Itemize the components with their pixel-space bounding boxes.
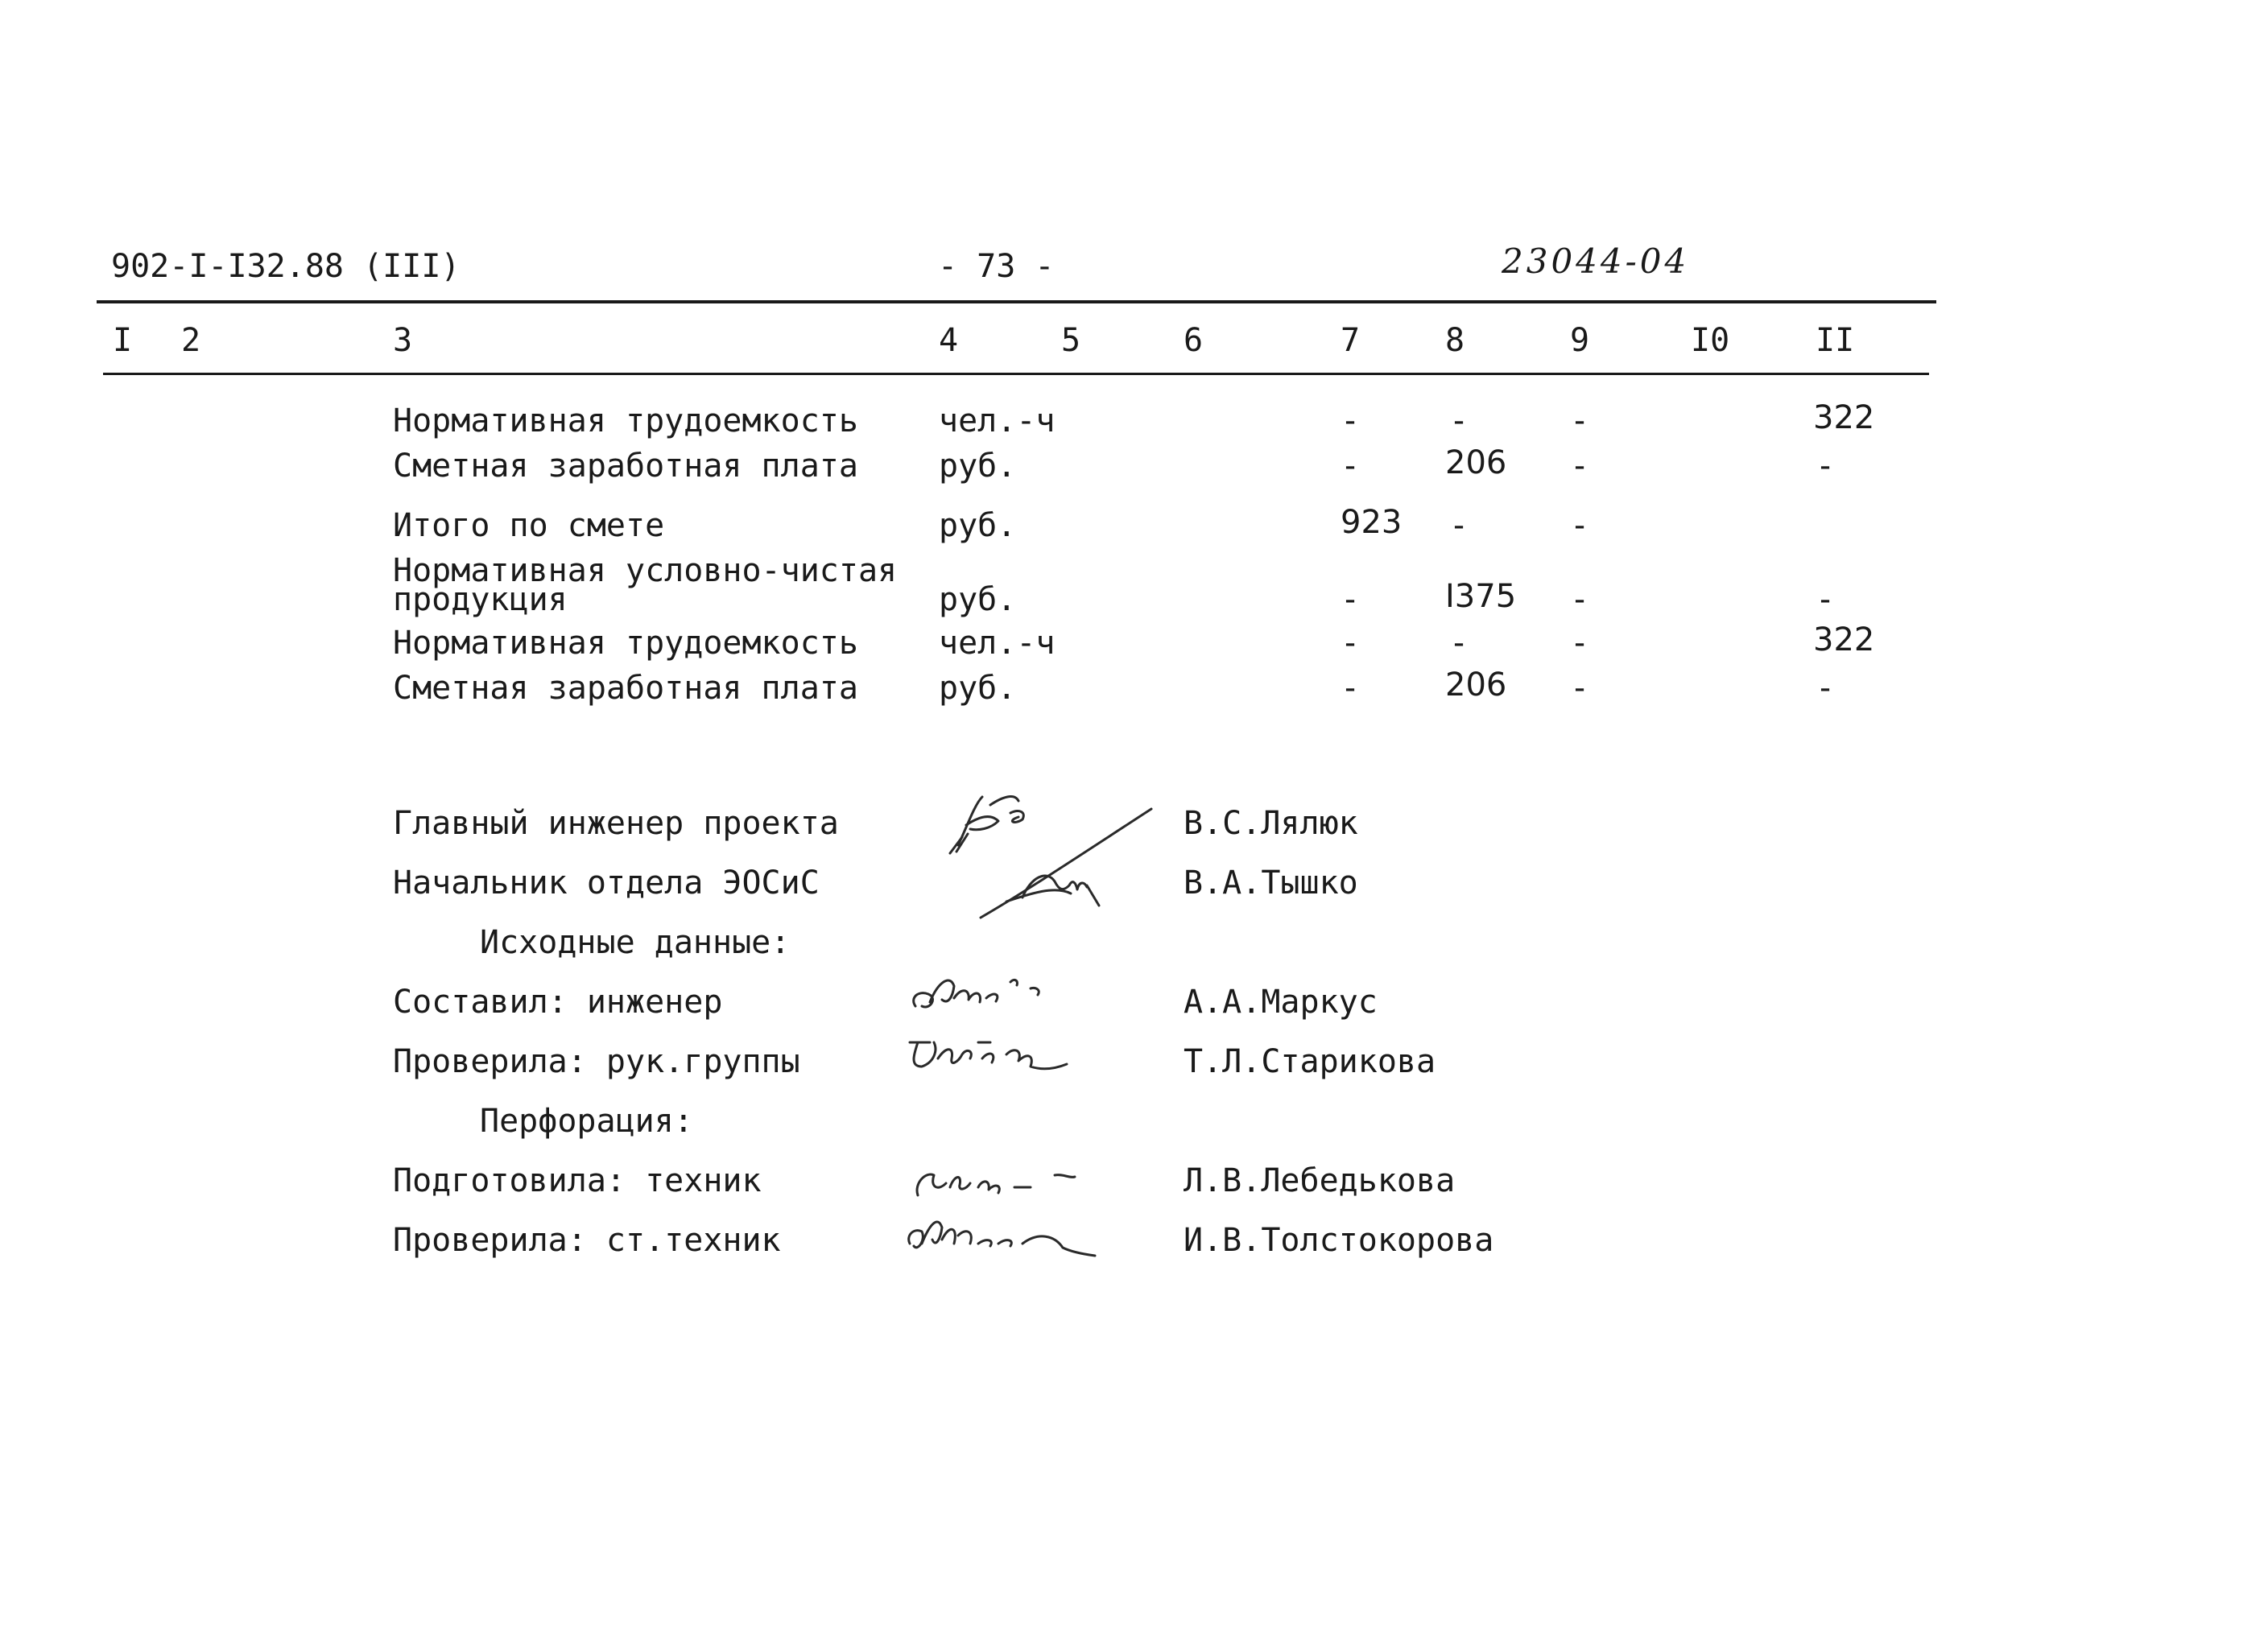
dept-head-role: Начальник отдела ЭОСиС: [393, 864, 820, 902]
row-col8: I375: [1445, 578, 1517, 615]
row-name-line2: продукция: [393, 581, 568, 618]
row-col7: -: [1341, 625, 1361, 662]
row-col9: -: [1570, 670, 1590, 707]
row-col9: -: [1570, 507, 1590, 544]
row-col8: 206: [1445, 666, 1507, 704]
row-col9: -: [1570, 581, 1590, 618]
column-header-7: 7: [1341, 322, 1361, 359]
row-col9: -: [1570, 448, 1590, 485]
row-col7: -: [1341, 402, 1361, 439]
document-code: 902-I-I32.88 (III): [111, 248, 461, 285]
row-unit: чел.-ч: [939, 402, 1056, 439]
checked-tech-role: Проверила: ст.техник: [393, 1222, 781, 1259]
column-header-9: 9: [1570, 322, 1590, 359]
chief-engineer-name: В.С.Лялюк: [1184, 805, 1358, 842]
row-col11: 322: [1813, 399, 1875, 436]
row-col9: -: [1570, 402, 1590, 439]
checked-tech-name: И.В.Толстокорова: [1184, 1222, 1494, 1259]
column-header-2: 2: [181, 322, 201, 359]
row-unit: руб.: [939, 507, 1017, 544]
row-col8: 206: [1445, 444, 1507, 481]
column-header-8: 8: [1445, 322, 1465, 359]
signature-compiled-icon: [906, 966, 1099, 1022]
column-header-6: 6: [1184, 322, 1204, 359]
checked-group-role: Проверила: рук.группы: [393, 1043, 800, 1080]
row-col8: -: [1449, 402, 1469, 439]
row-name: Нормативная трудоемкость: [393, 625, 858, 662]
column-header-4: 4: [939, 322, 959, 359]
row-name: Сметная заработная плата: [393, 448, 858, 485]
row-name: Нормативная условно-чистая: [393, 552, 898, 589]
row-col8: -: [1449, 625, 1469, 662]
row-unit: руб.: [939, 581, 1017, 618]
page-number: - 73 -: [938, 248, 1055, 285]
column-header-1: I: [113, 322, 133, 359]
perforation-heading: Перфорация:: [480, 1103, 693, 1140]
chief-engineer-role: Главный инженер проекта: [393, 805, 839, 842]
column-header-10: I0: [1691, 322, 1730, 359]
row-col7: -: [1341, 581, 1361, 618]
handwritten-document-number: 23044-04: [1502, 241, 1690, 281]
signature-dept-head-icon: [974, 805, 1167, 926]
row-col11: -: [1816, 448, 1836, 485]
compiled-role: Составил: инженер: [393, 984, 723, 1021]
row-col8: -: [1449, 507, 1469, 544]
column-header-3: 3: [393, 322, 413, 359]
checked-group-name: Т.Л.Старикова: [1184, 1043, 1436, 1080]
column-header-5: 5: [1061, 322, 1081, 359]
dept-head-name: В.А.Тышко: [1184, 864, 1358, 902]
source-data-heading: Исходные данные:: [480, 924, 791, 961]
row-col11: -: [1816, 581, 1836, 618]
prepared-role: Подготовила: техник: [393, 1162, 762, 1199]
column-header-11: II: [1816, 322, 1855, 359]
compiled-name: А.А.Маркус: [1184, 984, 1378, 1021]
signature-checked-tech-icon: [902, 1207, 1119, 1272]
row-unit: чел.-ч: [939, 625, 1056, 662]
row-unit: руб.: [939, 670, 1017, 707]
header-rule-top: [97, 300, 1936, 303]
row-col7: -: [1341, 448, 1361, 485]
signature-prepared-icon: [910, 1151, 1119, 1207]
header-rule-bottom: [103, 373, 1929, 375]
signature-checked-group-icon: [902, 1022, 1095, 1087]
row-name: Сметная заработная плата: [393, 670, 858, 707]
row-col11: -: [1816, 670, 1836, 707]
row-col7: -: [1341, 670, 1361, 707]
row-col11: 322: [1813, 621, 1875, 658]
row-col9: -: [1570, 625, 1590, 662]
row-col7: 923: [1341, 504, 1403, 541]
row-name: Итого по смете: [393, 507, 665, 544]
row-name: Нормативная трудоемкость: [393, 402, 858, 439]
prepared-name: Л.В.Лебедькова: [1184, 1162, 1456, 1199]
row-unit: руб.: [939, 448, 1017, 485]
